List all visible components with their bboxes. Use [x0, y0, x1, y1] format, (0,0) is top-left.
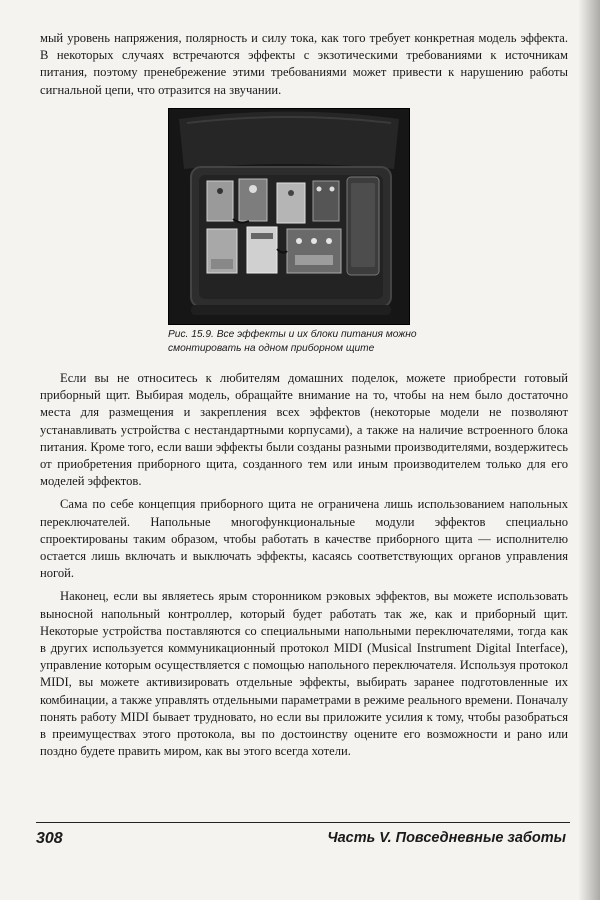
paragraph: Если вы не относитесь к любителям домашних поделок, можете приобрести готовый приборный щит. Выбирая модель, обращайте внимание на то, чтобы на нем было достаточно места для размещения и закрепления всех эффектов (некоторые модели не позволяют устанавливать устройства с нестандартными корпусами), а также на наличие встроенного блока питания. Кроме того, если ваши эффекты были созданы разными производителями, воздержитесь от приобретения приборного щита, созданного тем или иным производителем только для его моделей эффектов. [40, 371, 568, 489]
binding-shadow [578, 0, 600, 900]
pedalboard-photo [168, 108, 410, 325]
paragraph: Наконец, если вы являетесь ярым сторонником рэковых эффектов, вы можете использовать выносной напольный контроллер, который будет работать так же, как и приборный щит. Некоторые устройства поставляются со специальными напольными переключателями, тогда как в других используется коммуникационный протокол MIDI (Musical Instrument Digital Interface), управление которым осуществляется с помощью напольного переключателя. Используя протокол MIDI, вы можете активизировать отдельные эффекты, выбирать заранее подготовленные их комбинации, а также управлять отдельными параметрами в режиме реального времени. Поначалу понять работу MIDI бывает трудновато, но если вы приложите усилия к тому, чтобы разобраться в преимуществах этого протокола, вы по достоинству оцените его возможности и рано или поздно будете править миром, как вы этого всегда хотели. [40, 589, 568, 759]
pedalboard-illustration [169, 109, 409, 324]
page-number: 308 [36, 830, 63, 847]
top-paragraph-block [40, 30, 568, 99]
top-paragraph: мый уровень напряжения, полярность и силу тока, как того требует конкретная модель эффекта. В некоторых случаях встречаются эффекты с экзотическими требованиями к источникам питания, поэтому пренебрежение этими требованиями может привести к нарушению работы сигнальной цепи, что отразится на звучании. [40, 31, 568, 97]
body-text [40, 370, 568, 766]
paragraph: Сама по себе концепция приборного щита не ограничена лишь использованием напольных переключателей. Напольные многофункциональные модули эффектов специально спроектированы таким образом, чтобы работать в качестве приборного щита — исполнителю остается лишь включать и выключать эффекты, касаясь соответствующих органов управления ногой. [40, 497, 568, 581]
footer-divider [36, 822, 570, 823]
running-head: Часть V. Повседневные заботы [327, 830, 566, 846]
figure-caption: Рис. 15.9. Все эффекты и их блоки питания можно смонтировать на одном приборном щите [168, 329, 417, 354]
